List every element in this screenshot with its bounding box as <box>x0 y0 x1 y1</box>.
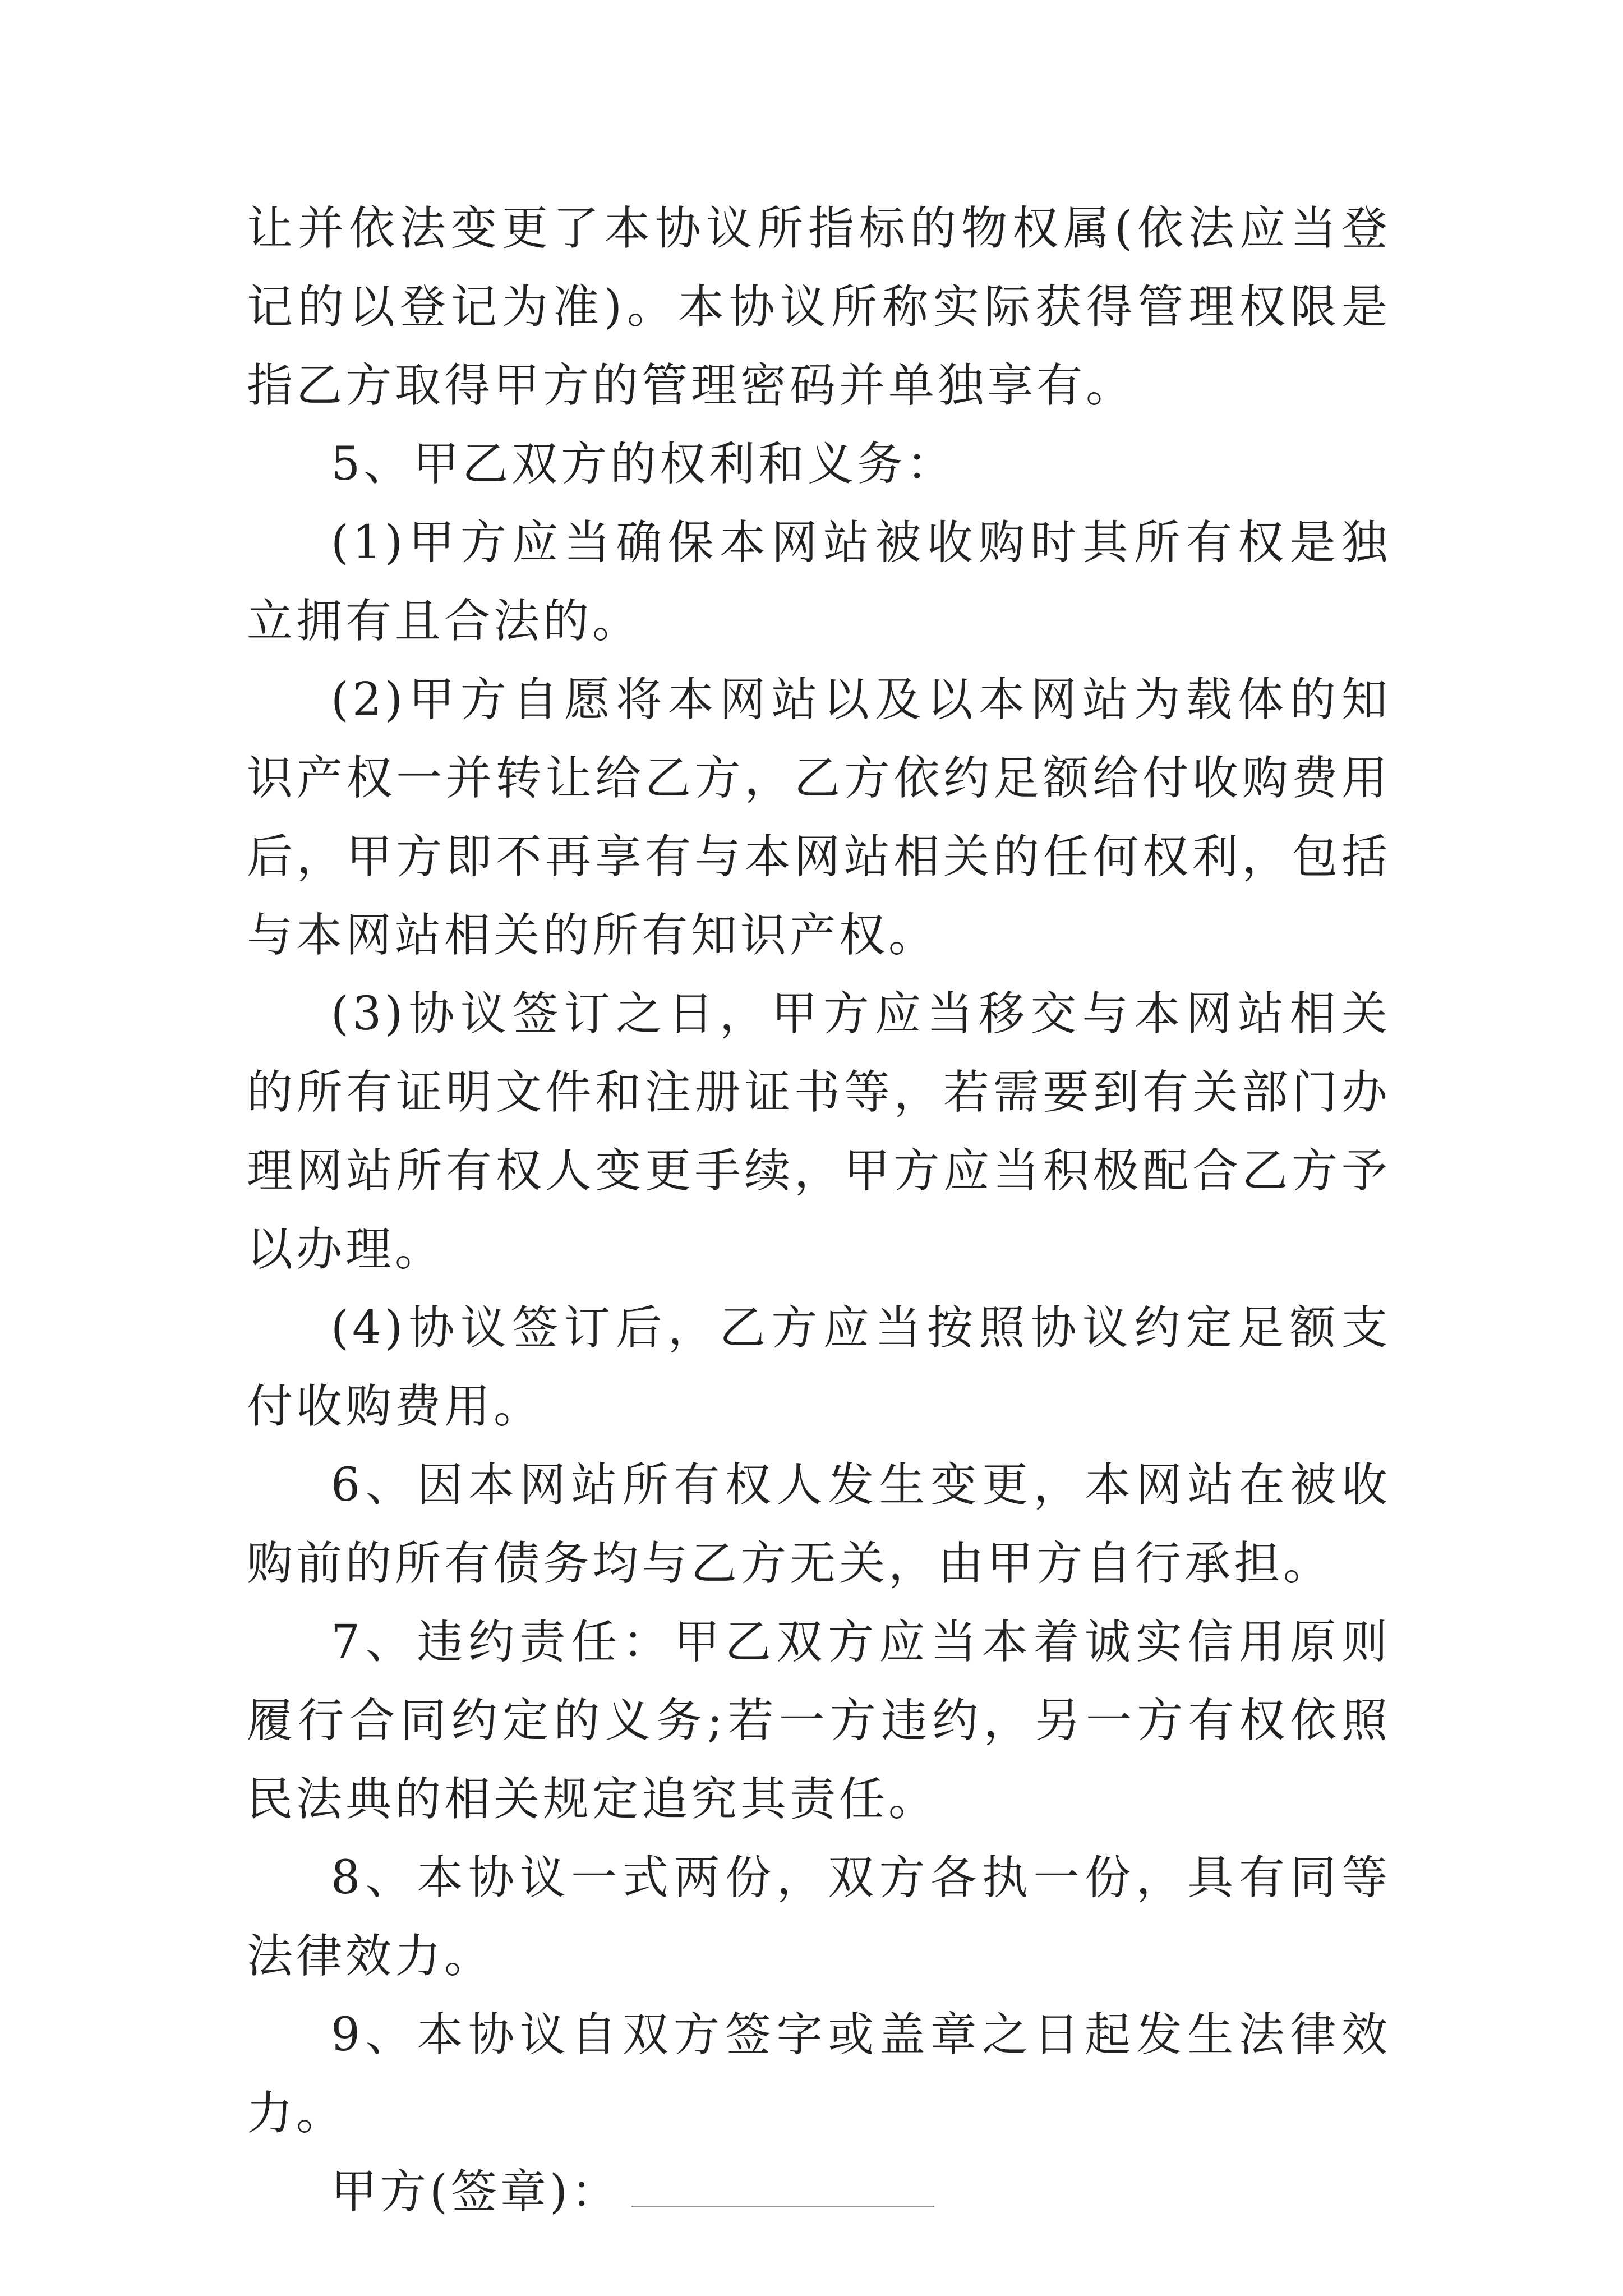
signature-row <box>247 2153 1391 2231</box>
document-body <box>247 190 1391 2231</box>
paragraph-continuation: 让并依法变更了本协议所指标的物权属(依法应当登记的以登记为准)。本协议所称实际获得管理权限是指乙方取得甲方的管理密码并单独享有。 <box>247 202 1391 412</box>
paragraph-clause-6: 6、因本网站所有权人发生变更，本网站在被收购前的所有债务均与乙方无关，由甲方自行承担。 <box>247 1458 1391 1590</box>
paragraph-clause-5: 5、甲乙双方的权利和义务： <box>331 438 956 491</box>
paragraph-clause-9: 9、本协议自双方签字或盖章之日起发生法律效力。 <box>247 2008 1391 2140</box>
paragraph-clause-5-3: (3)协议签订之日，甲方应当移交与本网站相关的所有证明文件和注册证书等，若需要到有关部门办理网站所有权人变更手续，甲方应当积极配合乙方予以办理。 <box>247 987 1391 1276</box>
paragraph-clause-8: 8、本协议一式两份，双方各执一份，具有同等法律效力。 <box>247 1851 1391 1983</box>
paragraph-clause-5-4: (4)协议签订后，乙方应当按照协议约定足额支付收购费用。 <box>247 1301 1391 1433</box>
paragraph-clause-7: 7、违约责任：甲乙双方应当本着诚实信用原则履行合同约定的义务;若一方违约，另一方有权依照民法典的相关规定追究其责任。 <box>247 1616 1391 1826</box>
paragraph-clause-5-2: (2)甲方自愿将本网站以及以本网站为载体的知识产权一并转让给乙方，乙方依约足额给付收购费用后，甲方即不再享有与本网站相关的任何权利，包括与本网站相关的所有知识产权。 <box>247 673 1391 962</box>
signature-label: 甲方(签章)： <box>331 2165 620 2219</box>
paragraph-clause-5-1: (1)甲方应当确保本网站被收购时其所有权是独立拥有且合法的。 <box>247 516 1391 648</box>
signature-blank-line <box>631 2170 934 2207</box>
